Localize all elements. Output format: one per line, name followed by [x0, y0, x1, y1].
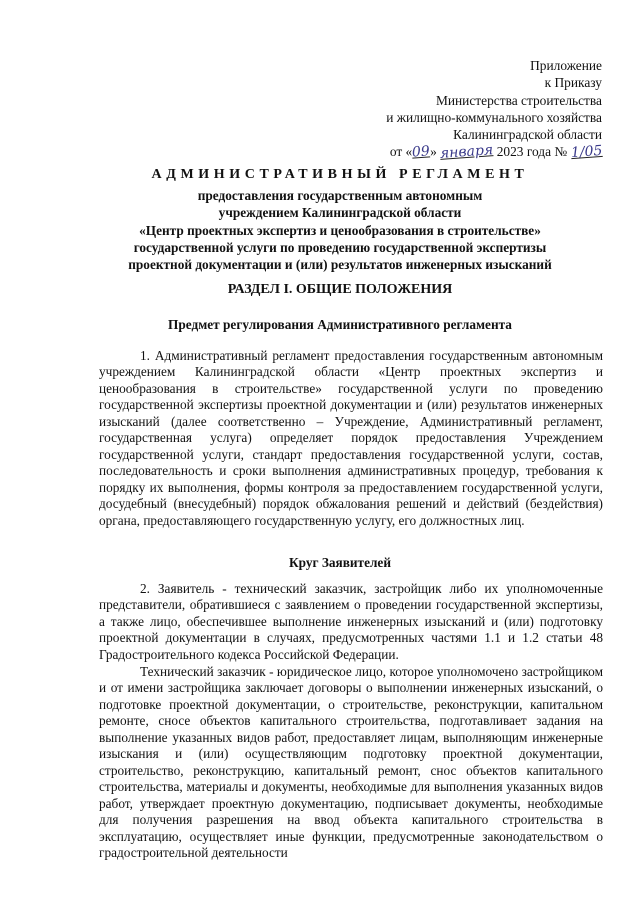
regulation-subtitle: [80, 187, 600, 273]
handwritten-month: января: [439, 142, 494, 163]
regulation-title: АДМИНИСТРАТИВНЫЙ РЕГЛАМЕНТ: [151, 167, 529, 182]
subtitle-line: государственной услуги по проведению государственной экспертизы: [133, 239, 547, 255]
date-year: 2023 года №: [496, 144, 568, 160]
applicants-heading: Круг Заявителей: [288, 555, 392, 570]
handwritten-day: 09: [411, 143, 431, 162]
paragraph-1: 1. Административный регламент предоставления государственным автономным учреждением Калининградской области «Центр проектных экспертиз и ценообразования в строительстве» государственной услуги по проведению государственной экспертизы проектной документации и (или) результатов инженерных изысканий (далее соответственно – Учреждение, Административный регламент, государственная услуга) определяет порядок предоставления Учреждением государственной услуги, стандарт предоставления государственной услуги, состав, последовательность и сроки выполнения административных процедур, требования к порядку их выполнения, формы контроля за предоставлением государственной услуги, досудебный (внесудебный) порядок обжалования решений и действий (бездействия) органа, предоставляющего государственную услугу, его должностных лиц.: [99, 348, 603, 528]
handwritten-number: 1/05: [569, 143, 603, 162]
appendix-date-line: [302, 143, 602, 161]
subtitle-line: проектной документации и (или) результатов инженерных изысканий: [128, 257, 552, 273]
paragraph-2: 2. Заявитель - технический заказчик, застройщик либо их уполномоченные представители, обратившиеся с заявлением о проведении государственной экспертизы, а также лицо, обеспечившее выполнение инженерных изысканий и (или) подготовку проектной документации в случаях, предусмотренных частями 1.1 и 1.2 статьи 48 Градостроительного кодекса Российской Федерации.: [99, 581, 603, 662]
subject-heading: Предмет регулирования Административного регламента: [168, 317, 512, 332]
date-prefix: от «: [389, 144, 413, 160]
appendix-line: Калининградской области: [453, 127, 602, 143]
appendix-line: и жилищно-коммунального хозяйства: [386, 109, 602, 125]
regulation-title-block: [80, 166, 600, 273]
appendix-line: к Приказу: [544, 75, 602, 91]
subtitle-line: учреждением Калининградской области: [218, 205, 462, 221]
appendix-block: [302, 57, 602, 162]
section-heading: РАЗДЕЛ I. ОБЩИЕ ПОЛОЖЕНИЯ: [227, 282, 453, 297]
subtitle-line: «Центр проектных экспертиз и ценообразования в строительстве»: [139, 222, 541, 238]
subtitle-line: предоставления государственным автономным: [197, 188, 483, 203]
date-close: »: [430, 144, 437, 160]
paragraph-3: Технический заказчик - юридическое лицо, которое уполномочено застройщиком и от имени застройщика заключает договоры о выполнении инженерных изысканий, о подготовке проектной документации, о строительстве, реконструкции, капитальном ремонте, сносе объектов капитального строительства, подготавливает задания на выполнение указанных видов работ, предоставляет лицам, выполняющим инженерные изыскания и (или) осуществляющим подготовку проектной документации, строительство, реконструкцию, капитальный ремонт, снос объектов капитального строительства, материалы и документы, необходимые для выполнения указанных видов работ, утверждает проектную документацию, подписывает документы, необходимые для получения разрешения на ввод объекта капитального строительства в эксплуатацию, осуществляет иные функции, предусмотренные законодательством о градостроительной деятельности: [99, 664, 603, 860]
appendix-line: Министерства строительства: [435, 92, 602, 108]
appendix-line: Приложение: [530, 58, 602, 73]
